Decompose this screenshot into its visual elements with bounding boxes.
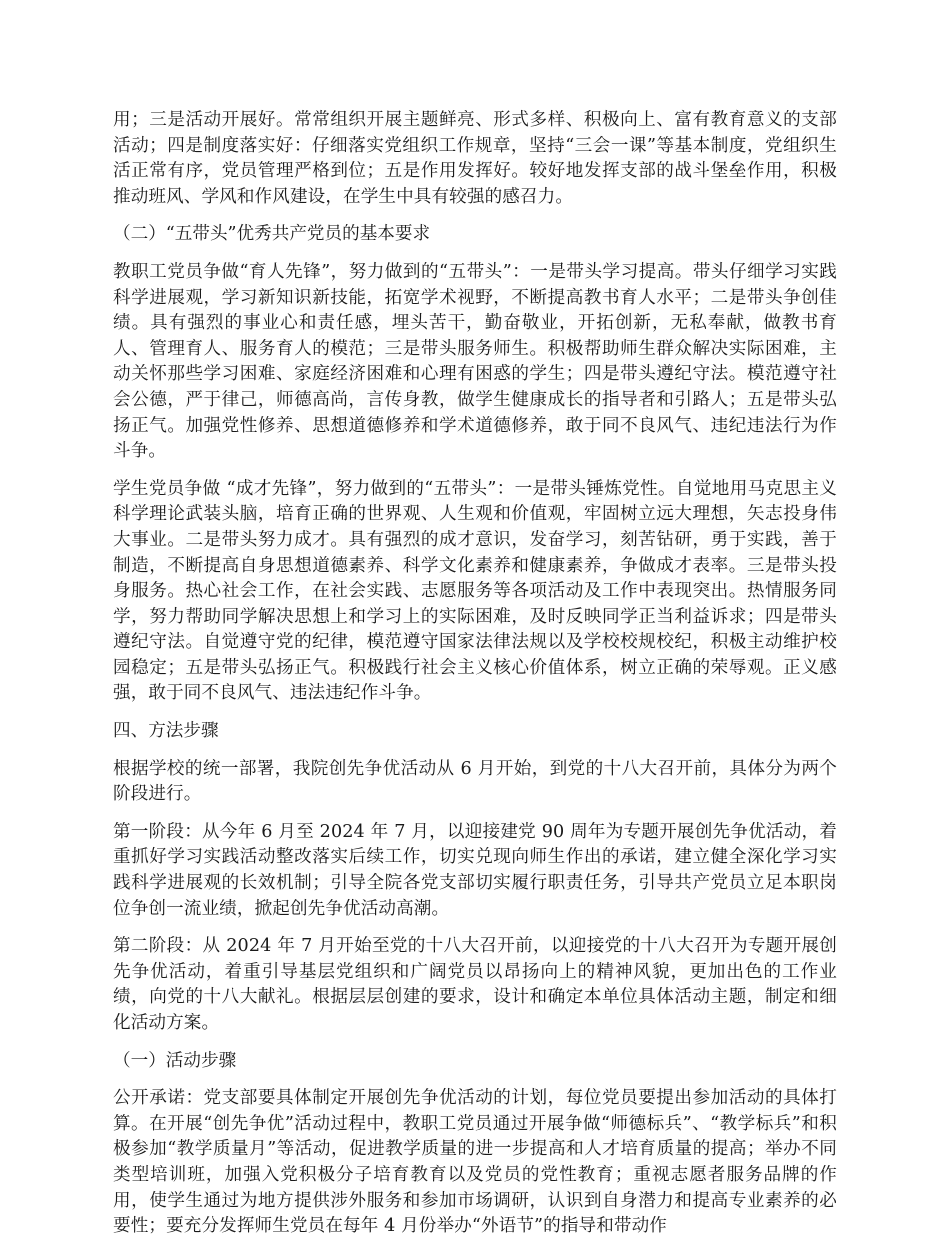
paragraph-branch-activities: 用；三是活动开展好。常常组织开展主题鲜亮、形式多样、积极向上、富有教育意义的支部活动；四是制度落实好：仔细落实党组织工作规章，坚持“三会一课”等基本制度，党组织生活正常有序，党员管理严格到位；五是作用发挥好。较好地发挥支部的战斗堡垒作用，积极推动班风、学风和作风建设，在学生中具有较强的感召力。 [113,110,837,207]
paragraph-staff-party-members: 教职工党员争做“育人先锋”，努力做到的“五带头”：一是带头学习提高。带头仔细学习实践科学进展观，学习新知识新技能，拓宽学术视野，不断提高教书育人水平；二是带头争创佳绩。具有强烈的事业心和责任感，埋头苦干，勤奋敬业，开拓创新，无私奉献，做教书育人、管理育人、服务育人的模范；三是带头服务师生。积极帮助师生群众解决实际困难，主动关怀那些学习困难、家庭经济困难和心理有困惑的学生；四是带头遵纪守法。模范遵守社会公德，严于律己，师德高尚，言传身教，做学生健康成长的指导者和引路人；五是带头弘扬正气。加强党性修养、思想道德修养和学术道德修养，敢于同不良风气、违纪违法行为作斗争。 [113,261,837,462]
section-heading-five-leads: （二）“五带头”优秀共产党员的基本要求 [113,224,431,245]
paragraph-public-commitment: 公开承诺：党支部要具体制定开展创先争优活动的计划，每位党员要提出参加活动的具体打算。在开展“创先争优”活动过程中，教职工党员通过开展争做“师德标兵”、“教学标兵”和积极参加“教学质量月”等活动，促进教学质量的进一步提高和人才培育质量的提高；举办不同类型培训班，加强入党积极分子培育教育以及党员的党性教育；重视志愿者服务品牌的作用，使学生通过为地方提供涉外服务和参加市场调研，认识到自身潜力和提高专业素养的必要性；要充分发挥师生党员在每年 4 月份举办“外语节”的指导和带动作 [113,1088,837,1237]
paragraph-deployment: 根据学校的统一部署，我院创先争优活动从 6 月开始，到党的十八大召开前，具体分为两个阶段进行。 [113,758,837,805]
section-heading-activity-steps: （一）活动步骤 [113,1050,237,1071]
section-heading-method-steps: 四、方法步骤 [113,721,219,742]
document-page [113,108,837,1252]
paragraph-stage-one: 第一阶段：从今年 6 月至 2024 年 7 月，以迎接建党 90 周年为专题开展创先争优活动，着重抓好学习实践活动整改落实后续工作，切实兑现向师生作出的承诺，建立健全深化学习实践科学进展观的长效机制；引导全院各党支部切实履行职责任务，引导共产党员立足本职岗位争创一流业绩，掀起创先争优活动高潮。 [113,821,837,919]
paragraph-student-party-members: 学生党员争做 “成才先锋”，努力做到的“五带头”：一是带头锤炼党性。自觉地用马克思主义科学理论武装头脑，培育正确的世界观、人生观和价值观，牢固树立远大理想，矢志投身伟大事业。二是带头努力成才。具有强烈的成才意识，发奋学习，刻苦钻研，勇于实践，善于制造，不断提高自身思想道德素养、科学文化素养和健康素养，争做成才表率。三是带头投身服务。热心社会工作，在社会实践、志愿服务等各项活动及工作中表现突出。热情服务同学，努力帮助同学解决思想上和学习上的实际困难，及时反映同学正当利益诉求；四是带头遵纪守法。自觉遵守党的纪律，模范遵守国家法律法规以及学校校规校纪，积极主动维护校园稳定；五是带头弘扬正气。积极践行社会主义核心价值体系，树立正确的荣辱观。正义感强，敢于同不良风气、违法违纪作斗争。 [113,478,837,704]
paragraph-stage-two: 第二阶段：从 2024 年 7 月开始至党的十八大召开前，以迎接党的十八大召开为专题开展创先争优活动，着重引导基层党组织和广阔党员以昂扬向上的精神风貌，更加出色的工作业绩，向党的十八大献礼。根据层层创建的要求，设计和确定本单位具体活动主题，制定和细化活动方案。 [113,936,837,1033]
